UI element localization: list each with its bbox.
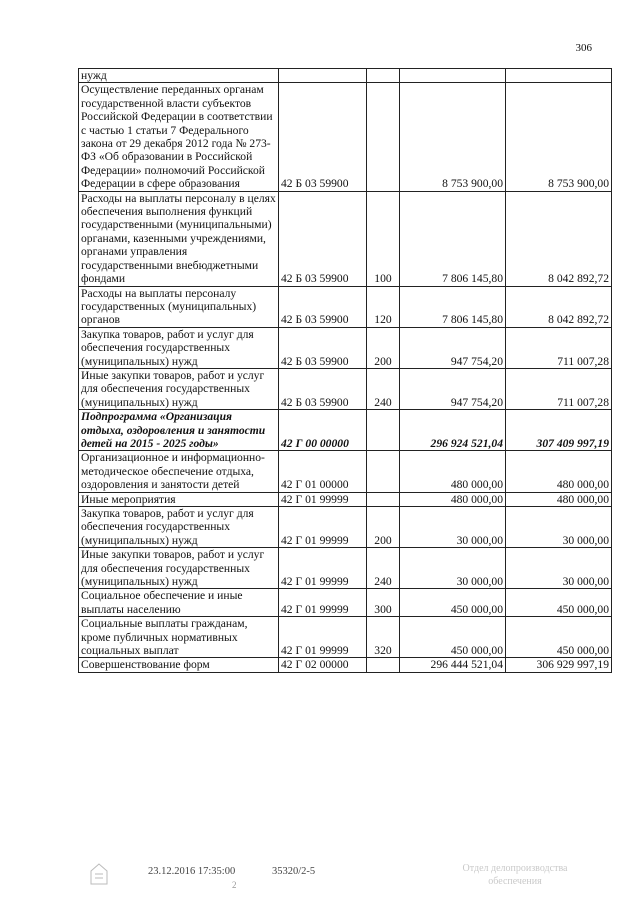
table-row xyxy=(79,507,612,548)
row-name: Иные закупки товаров, работ и услуг для обеспечения государственных (муниципальных) нужд xyxy=(79,548,279,589)
row-sum-second: 480 000,00 xyxy=(506,492,612,506)
row-sum-first: 30 000,00 xyxy=(400,548,506,589)
row-expense-type xyxy=(367,658,400,672)
table-row xyxy=(79,492,612,506)
table-row xyxy=(79,658,612,672)
footer xyxy=(0,862,640,892)
table-row xyxy=(79,589,612,617)
row-code: 42 Б 03 59900 xyxy=(279,191,367,286)
row-code: 42 Г 01 99999 xyxy=(279,617,367,658)
row-expense-type: 240 xyxy=(367,548,400,589)
row-sum-second: 8 042 892,72 xyxy=(506,191,612,286)
row-sum-second: 30 000,00 xyxy=(506,548,612,589)
table-row xyxy=(79,69,612,83)
row-expense-type xyxy=(367,451,400,492)
row-sum-second: 711 007,28 xyxy=(506,327,612,368)
row-sum-first: 7 806 145,80 xyxy=(400,191,506,286)
row-expense-type: 240 xyxy=(367,368,400,409)
row-name: Закупка товаров, работ и услуг для обеспечения государственных (муниципальных) нужд xyxy=(79,507,279,548)
row-sum-second: 450 000,00 xyxy=(506,617,612,658)
row-expense-type: 120 xyxy=(367,286,400,327)
row-code: 42 Б 03 59900 xyxy=(279,83,367,191)
row-expense-type: 300 xyxy=(367,589,400,617)
row-expense-type xyxy=(367,410,400,451)
row-sum-first: 450 000,00 xyxy=(400,617,506,658)
stamp-line-2: обеспечения xyxy=(488,876,542,887)
row-sum-first: 450 000,00 xyxy=(400,589,506,617)
row-name: Осуществление переданных органам государственной власти субъектов Российской Федерации в соответствии с частью 1 статьи 7 Федерального закона от 29 декабря 2012 года № 273-ФЗ «Об образовании в Российской Федерации» полномочий Российской Федерации в сфере образования xyxy=(79,83,279,191)
row-name: Социальные выплаты гражданам, кроме публичных нормативных социальных выплат xyxy=(79,617,279,658)
row-code: 42 Г 01 99999 xyxy=(279,548,367,589)
row-sum-first: 947 754,20 xyxy=(400,368,506,409)
row-code: 42 Г 02 00000 xyxy=(279,658,367,672)
table-row xyxy=(79,191,612,286)
row-name: Социальное обеспечение и иные выплаты населению xyxy=(79,589,279,617)
row-sum-second: 30 000,00 xyxy=(506,507,612,548)
row-name: Иные закупки товаров, работ и услуг для обеспечения государственных (муниципальных) нужд xyxy=(79,368,279,409)
row-sum-first: 480 000,00 xyxy=(400,492,506,506)
row-sum-second: 8 042 892,72 xyxy=(506,286,612,327)
row-code: 42 Г 00 00000 xyxy=(279,410,367,451)
budget-table xyxy=(78,68,612,673)
row-expense-type xyxy=(367,83,400,191)
row-code: 42 Г 01 99999 xyxy=(279,507,367,548)
table-row xyxy=(79,368,612,409)
row-sum-second: 480 000,00 xyxy=(506,451,612,492)
row-sum-first: 30 000,00 xyxy=(400,507,506,548)
budget-table-body xyxy=(79,69,612,673)
row-sum-second: 8 753 900,00 xyxy=(506,83,612,191)
stamp-line-1: Отдел делопроизводства xyxy=(462,863,568,874)
row-name: Расходы на выплаты персоналу государственных (муниципальных) органов xyxy=(79,286,279,327)
table-row xyxy=(79,548,612,589)
row-name: нужд xyxy=(79,69,279,83)
registry-stamp xyxy=(440,862,590,888)
row-sum-second: 306 929 997,19 xyxy=(506,658,612,672)
row-name: Закупка товаров, работ и услуг для обеспечения государственных (муниципальных) нужд xyxy=(79,327,279,368)
table-row xyxy=(79,410,612,451)
row-sum-second: 307 409 997,19 xyxy=(506,410,612,451)
table-row xyxy=(79,451,612,492)
row-sum-first: 296 924 521,04 xyxy=(400,410,506,451)
row-code: 42 Г 01 99999 xyxy=(279,492,367,506)
row-sum-first: 947 754,20 xyxy=(400,327,506,368)
row-expense-type: 200 xyxy=(367,507,400,548)
row-expense-type: 200 xyxy=(367,327,400,368)
row-name: Организационное и информационно-методическое обеспечение отдыха, оздоровления и занятости детей xyxy=(79,451,279,492)
row-code: 42 Б 03 59900 xyxy=(279,286,367,327)
table-row xyxy=(79,286,612,327)
row-sum-second: 450 000,00 xyxy=(506,589,612,617)
row-expense-type: 320 xyxy=(367,617,400,658)
table-row xyxy=(79,83,612,191)
row-code xyxy=(279,69,367,83)
table-row xyxy=(79,327,612,368)
row-sum-first xyxy=(400,69,506,83)
row-sum-first: 480 000,00 xyxy=(400,451,506,492)
row-name: Подпрограмма «Организация отдыха, оздоровления и занятости детей на 2015 - 2025 годы» xyxy=(79,410,279,451)
row-code: 42 Г 01 99999 xyxy=(279,589,367,617)
row-code: 42 Б 03 59900 xyxy=(279,327,367,368)
row-expense-type xyxy=(367,492,400,506)
row-name: Совершенствование форм xyxy=(79,658,279,672)
row-sum-second: 711 007,28 xyxy=(506,368,612,409)
row-sum-first: 8 753 900,00 xyxy=(400,83,506,191)
timestamp: 23.12.2016 17:35:00 xyxy=(148,866,236,877)
footer-mark: 2 xyxy=(232,880,237,890)
page-number: 306 xyxy=(575,42,592,54)
row-sum-first: 296 444 521,04 xyxy=(400,658,506,672)
row-name: Иные мероприятия xyxy=(79,492,279,506)
row-code: 42 Б 03 59900 xyxy=(279,368,367,409)
table-row xyxy=(79,617,612,658)
row-sum-first: 7 806 145,80 xyxy=(400,286,506,327)
row-expense-type xyxy=(367,69,400,83)
row-code: 42 Г 01 00000 xyxy=(279,451,367,492)
row-sum-second xyxy=(506,69,612,83)
row-expense-type: 100 xyxy=(367,191,400,286)
row-name: Расходы на выплаты персоналу в целях обеспечения выполнения функций государственными (муниципальными) органами, казенными учреждениями, органами управления государственными внебюджетными фондами xyxy=(79,191,279,286)
document-number: 35320/2-5 xyxy=(272,866,316,877)
house-logo-icon xyxy=(88,862,110,886)
